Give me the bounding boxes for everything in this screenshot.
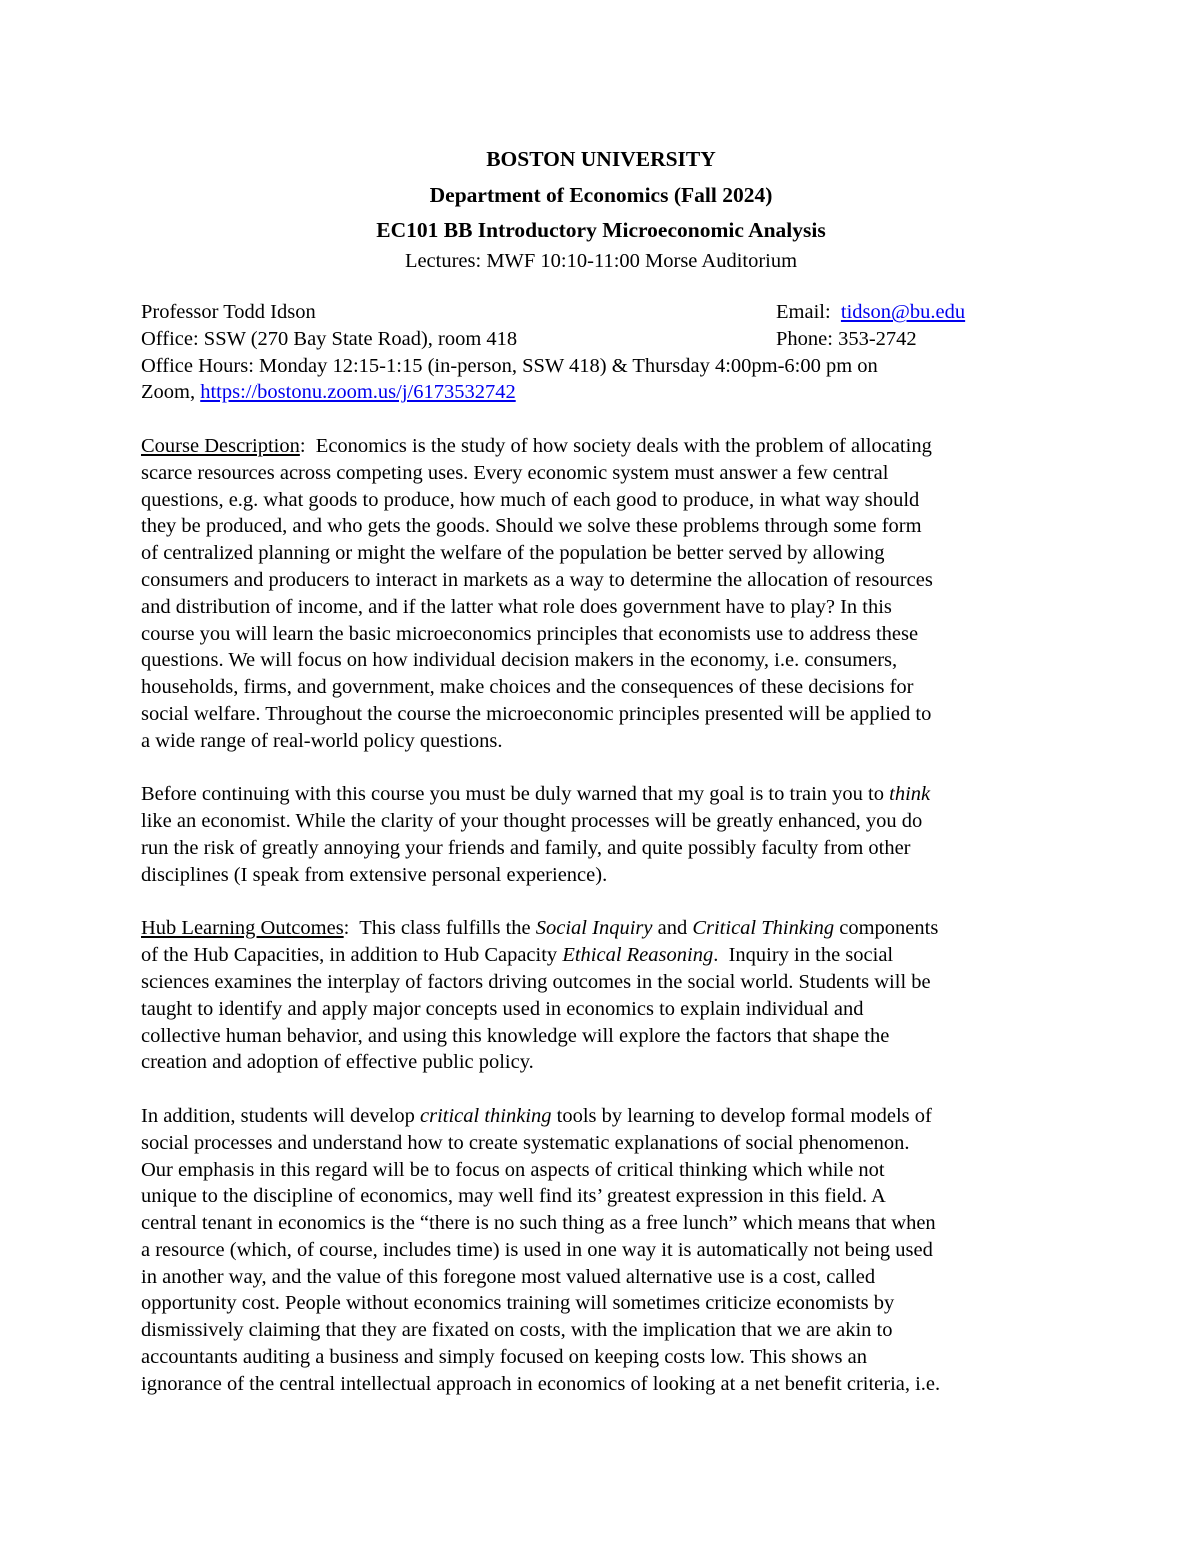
email-line (776, 299, 1061, 326)
zoom-line (141, 379, 1061, 406)
paragraph-line: in another way, and the value of this foregone most valued alternative use is a cost, called (141, 1265, 876, 1288)
paragraph-line: In addition, students will develop critical thinking tools by learning to develop formal models of (141, 1104, 932, 1127)
paragraph-line: of the Hub Capacities, in addition to Hub Capacity Ethical Reasoning. Inquiry in the social (141, 944, 894, 967)
syllabus-header (141, 146, 1061, 274)
office-hours-line: Office Hours: Monday 12:15-1:15 (in-person, SSW 418) & Thursday 4:00pm-6:00 pm on (141, 354, 878, 377)
hub-outcomes-paragraph (141, 915, 1061, 1076)
paragraph-line: dismissively claiming that they are fixated on costs, with the implication that we are akin to (141, 1319, 893, 1342)
paragraph-line: Course Description: Economics is the study of how society deals with the problem of allocating (141, 434, 932, 457)
paragraph-line: taught to identify and apply major concepts used in economics to explain individual and (141, 997, 864, 1020)
phone-number: Phone: 353-2742 (776, 327, 917, 350)
course-description-paragraph (141, 433, 1061, 755)
paragraph-line: course you will learn the basic microeconomics principles that economists use to address these (141, 622, 919, 645)
paragraph-line: of centralized planning or might the welfare of the population be better served by allowing (141, 542, 885, 565)
hub-outcomes-heading: Hub Learning Outcomes (141, 917, 344, 940)
paragraph-line: questions. We will focus on how individual decision makers in the economy, i.e. consumers, (141, 649, 898, 672)
lectures-info: Lectures: MWF 10:10-11:00 Morse Auditorium (404, 250, 798, 272)
paragraph-line: like an economist. While the clarity of your thought processes will be greatly enhanced, you do (141, 810, 923, 833)
contact-row-2 (141, 326, 1061, 353)
course-description-heading: Course Description (141, 434, 300, 457)
emphasis-think: think (889, 783, 931, 806)
paragraph-line: creation and adoption of effective public policy. (141, 1051, 534, 1074)
contact-row-1 (141, 299, 1061, 326)
paragraph-line: run the risk of greatly annoying your friends and family, and quite possibly faculty from other (141, 836, 911, 859)
paragraph-line: households, firms, and government, make choices and the consequences of these decisions for (141, 676, 914, 699)
paragraph-line: they be produced, and who gets the goods. Should we solve these problems through some form (141, 515, 922, 538)
paragraph-line: collective human behavior, and using this knowledge will explore the factors that shape the (141, 1024, 890, 1047)
email-label: Email: (776, 301, 841, 323)
zoom-link[interactable]: https://bostonu.zoom.us/j/6173532742 (200, 381, 516, 404)
paragraph-line: a resource (which, of course, includes time) is used in one way it is automatically not being used (141, 1238, 933, 1261)
contact-block (141, 299, 1061, 406)
critical-thinking-paragraph (141, 1103, 1061, 1398)
paragraph-line: sciences examines the interplay of factors driving outcomes in the social world. Students will be (141, 970, 931, 993)
paragraph-line: questions, e.g. what goods to produce, how much of each good to produce, in what way should (141, 488, 920, 511)
office-hours (141, 353, 1061, 407)
paragraph-line: Before continuing with this course you must be duly warned that my goal is to train you to think (141, 783, 931, 806)
paragraph-line: and distribution of income, and if the latter what role does government have to play? In this (141, 595, 892, 618)
course-title: EC101 BB Introductory Microeconomic Analysis (376, 218, 826, 242)
office-location: Office: SSW (270 Bay State Road), room 418 (141, 327, 518, 350)
professor-name: Professor Todd Idson (141, 301, 316, 323)
paragraph-line: central tenant in economics is the “there is no such thing as a free lunch” which means that when (141, 1212, 936, 1235)
paragraph-line: accountants auditing a business and simply focused on keeping costs low. This shows an (141, 1346, 867, 1369)
department-title: Department of Economics (Fall 2024) (429, 183, 773, 207)
syllabus-page (141, 146, 1061, 1398)
paragraph-line: Our emphasis in this regard will be to focus on aspects of critical thinking which while not (141, 1158, 885, 1181)
paragraph-line: scarce resources across competing uses. Every economic system must answer a few central (141, 461, 889, 484)
warning-paragraph (141, 781, 1061, 888)
paragraph-line: social processes and understand how to create systematic explanations of social phenomenon. (141, 1131, 910, 1154)
paragraph-line: Hub Learning Outcomes: This class fulfills the Social Inquiry and Critical Thinking components (141, 917, 939, 940)
email-link[interactable]: tidson@bu.edu (840, 301, 966, 323)
paragraph-line: a wide range of real-world policy questions. (141, 729, 503, 752)
paragraph-line: ignorance of the central intellectual approach in economics of looking at a net benefit criteria, i.e. (141, 1372, 941, 1395)
paragraph-line: disciplines (I speak from extensive personal experience). (141, 863, 608, 886)
university-title: BOSTON UNIVERSITY (486, 147, 716, 171)
paragraph-line: opportunity cost. People without economics training will sometimes criticize economists by (141, 1292, 895, 1315)
zoom-prefix: Zoom, (141, 381, 201, 404)
paragraph-line: unique to the discipline of economics, may well find its’ greatest expression in this field. A (141, 1185, 886, 1208)
paragraph-line: social welfare. Throughout the course the microeconomic principles presented will be applied to (141, 702, 932, 725)
paragraph-line: consumers and producers to interact in markets as a way to determine the allocation of resources (141, 568, 933, 591)
